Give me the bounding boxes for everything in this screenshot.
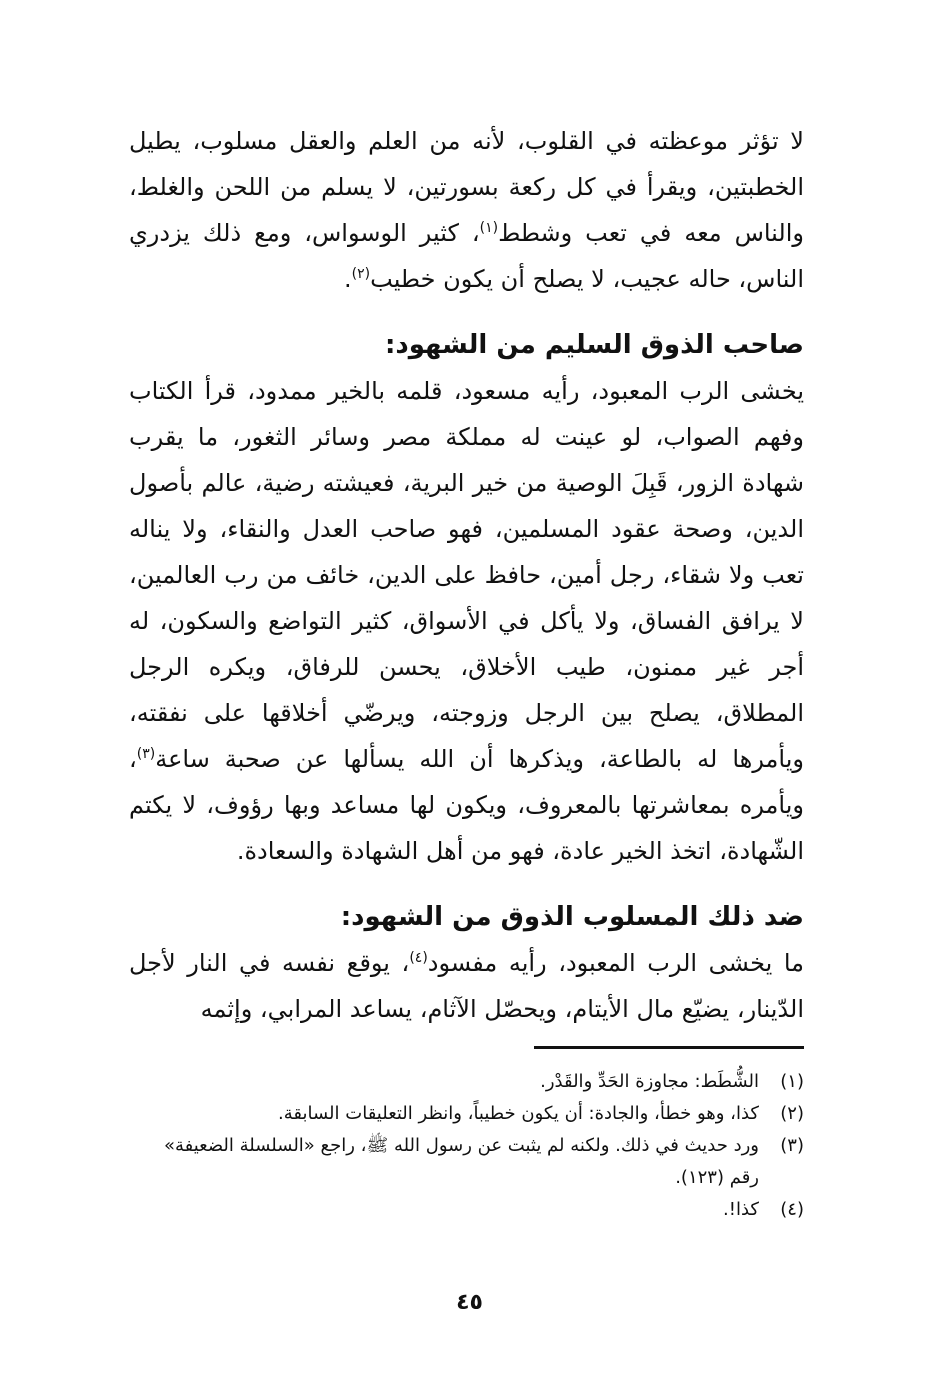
- footnote-text: ورد حديث في ذلك. ولكنه لم يثبت عن رسول الله ﷺ، راجع «السلسلة الضعيفة» رقم (١٢٣).: [163, 1135, 759, 1188]
- main-text: [129, 118, 804, 1032]
- section-heading-2: ضد ذلك المسلوب الذوق من الشهود:: [340, 902, 804, 932]
- paragraph-1-text: لا تؤثر موعظته في القلوب، لأنه من العلم والعقل مسلوب، يطيل الخطبتين، ويقرأ في كل ركعة بسورتين، لا يسلم من اللحن والغلط، والناس معه في تعب وشطط: [129, 127, 804, 247]
- footnote-ref-1[interactable]: (١): [479, 220, 499, 236]
- paragraph-3-text-b: ، يوقع نفسه في النار لأجل الدّينار، يضيّع مال الأيتام، ويحصّل الآثام، يساعد المرابي، وإثمه: [129, 949, 804, 1023]
- footnote-number: (٢): [780, 1103, 804, 1124]
- paragraph-1-end: .: [344, 265, 352, 293]
- footnote-ref-3[interactable]: (٣): [136, 746, 156, 762]
- footnote-number: (١): [780, 1071, 804, 1092]
- paragraph-2-text: يخشى الرب المعبود، رأيه مسعود، قلمه بالخير ممدود، قرأ الكتاب وفهم الصواب، لو عينت له مملكة مصر وسائر الثغور، ما يقرب شهادة الزور، قَبِلَ الوصية من خير البرية، فعيشته رضية، عالم بأصول الدين، وصحة عقود المسلمين، فهو صاحب العدل والنقاء، ولا يناله تعب ولا شقاء، رجل أمين، حافظ على الدين، خائف من رب العالمين، لا يرافق الفساق، ولا يأكل في الأسواق، كثير التواضع والسكون، له أجر غير ممنون، طيب الأخلاق، يحسن للرفاق، ويكره الرجل المطلاق، يصلح بين الرجل وزوجته، ويرضّي أخلاقها على نفقته، ويأمرها له بالطاعة، ويذكرها أن الله يسألها عن صحبة ساعة: [129, 377, 804, 773]
- footnote-ref-2[interactable]: (٢): [351, 266, 371, 282]
- page-number: ٤٥: [456, 1290, 483, 1315]
- footnote-number: (٤): [780, 1199, 804, 1220]
- paragraph-2: [129, 368, 804, 874]
- footnote-text: كذا!.: [723, 1199, 759, 1220]
- paragraph-3-text: ما يخشى الرب المعبود، رأيه مفسود: [427, 949, 804, 977]
- footnote-number: (٣): [780, 1135, 804, 1156]
- footnote-text: كذا، وهو خطأ، والجادة: أن يكون خطيباً، وانظر التعليقات السابقة.: [278, 1103, 759, 1124]
- section-heading-1: صاحب الذوق السليم من الشهود:: [384, 330, 804, 360]
- footnote-1: [129, 1066, 804, 1098]
- footnote-ref-4[interactable]: (٤): [409, 950, 428, 966]
- paragraph-3: [129, 940, 804, 1032]
- footnote-2: [129, 1098, 804, 1130]
- footnotes: [129, 1066, 804, 1226]
- paragraph-1: [129, 118, 804, 302]
- paragraph-2-text-b: ، ويأمره بمعاشرتها بالمعروف، ويكون لها مساعد وبها رؤوف، لا يكتم الشّهادة، اتخذ الخير عادة، فهو من أهل الشهادة والسعادة.: [129, 745, 804, 865]
- footnote-text: الشُّطَط: مجاوزة الحَدِّ والقَدْر.: [540, 1071, 759, 1092]
- footnote-4: [129, 1194, 804, 1226]
- footnote-separator: [534, 1046, 804, 1049]
- paragraph-1-text-b: ، كثير الوسواس، ومع ذلك يزدري الناس، حاله عجيب، لا يصلح أن يكون خطيب: [129, 219, 804, 293]
- footnote-3: [129, 1130, 804, 1194]
